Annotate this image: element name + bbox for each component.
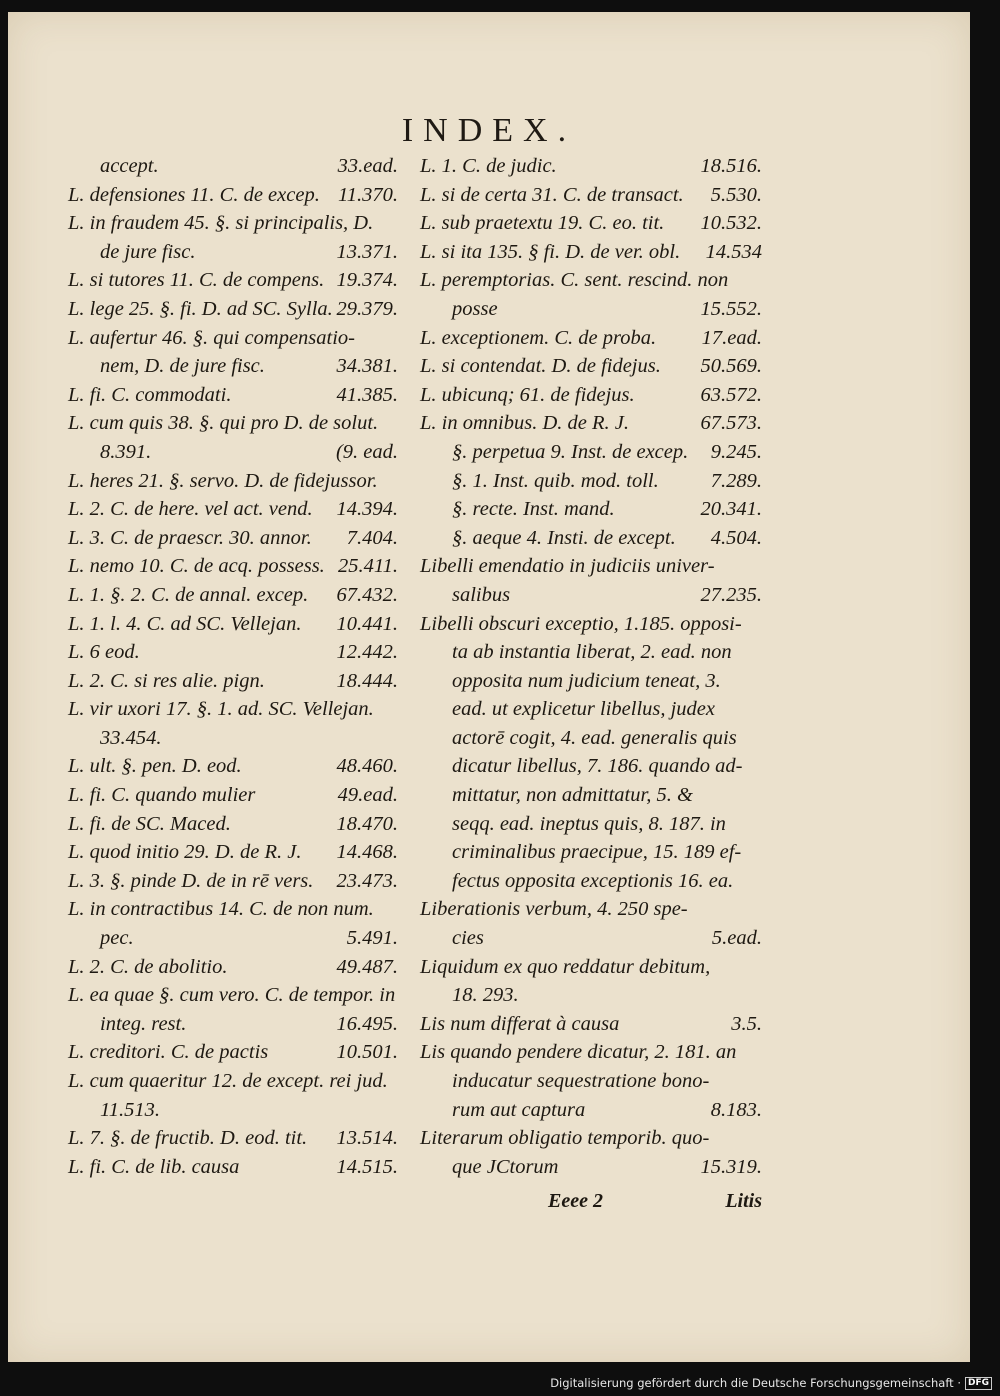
index-entry	[68, 810, 398, 839]
entry-text: L. in contractibus 14. C. de non num.	[68, 898, 374, 921]
index-entry	[420, 524, 762, 553]
entry-text: L. peremptorias. C. sent. rescind. non	[420, 269, 729, 292]
entry-text: 8.391.	[100, 440, 152, 463]
index-entry	[420, 667, 762, 696]
entry-text: L. si tutores 11. C. de compens.	[68, 269, 325, 292]
index-entry	[68, 1124, 398, 1153]
index-entry	[68, 781, 398, 810]
entry-text: §. recte. Inst. mand.	[452, 498, 615, 521]
index-entry	[68, 1010, 398, 1039]
entry-text: Lis num differat à causa	[420, 1012, 620, 1035]
entry-text: L. 3. C. de praescr. 30. annor.	[68, 526, 312, 549]
entry-text: seqq. ead. ineptus quis, 8. 187. in	[452, 812, 726, 835]
entry-text: L. cum quis 38. §. qui pro D. de solut.	[68, 412, 379, 435]
entry-text: L. fi. C. de lib. causa	[68, 1155, 240, 1178]
entry-text: Literarum obligatio temporib. quo-	[420, 1127, 710, 1150]
entry-reference: 17.ead.	[701, 326, 762, 349]
credit-text: Digitalisierung gefördert durch die Deutsche Forschungsgemeinschaft ·	[550, 1376, 961, 1390]
entry-reference: 18.444.	[336, 669, 398, 692]
signature-mark: Eeee 2	[548, 1190, 603, 1212]
entry-reference: 7.289.	[710, 469, 762, 492]
index-entry	[420, 381, 762, 410]
index-entry	[68, 638, 398, 667]
entry-reference: 5.491.	[346, 927, 398, 950]
digitization-credit	[550, 1376, 992, 1390]
index-entry	[420, 438, 762, 467]
index-entry	[68, 467, 398, 496]
entry-text: 11.513.	[100, 1098, 160, 1121]
entry-reference: 18.516.	[700, 155, 762, 177]
page-title: INDEX.	[401, 112, 577, 149]
entry-reference: 10.501.	[336, 1041, 398, 1064]
entry-text: integ. rest.	[100, 1012, 187, 1035]
entry-reference: 8.183.	[710, 1098, 762, 1121]
entry-reference: 13.514.	[336, 1127, 398, 1150]
entry-text: L. si contendat. D. de fidejus.	[420, 355, 661, 378]
entry-reference: 49.ead.	[337, 784, 398, 807]
index-entry	[68, 752, 398, 781]
entry-text: L. creditori. C. de pactis	[68, 1041, 269, 1064]
entry-reference: 11.370.	[338, 183, 398, 206]
index-entry	[68, 695, 398, 724]
entry-reference: 13.371.	[336, 240, 398, 263]
entry-reference: 20.341.	[700, 498, 762, 521]
index-entry	[68, 1067, 398, 1096]
entry-reference: 14.515.	[336, 1155, 398, 1178]
index-entry	[420, 838, 762, 867]
entry-text: L. si ita 135. § fi. D. de ver. obl.	[420, 240, 681, 263]
entry-text: 18. 293.	[452, 984, 519, 1007]
index-entry	[420, 324, 762, 353]
entry-text: L. 1. §. 2. C. de annal. excep.	[68, 583, 309, 606]
entry-reference: 34.381.	[336, 355, 398, 378]
index-entry	[68, 953, 398, 982]
index-entry	[420, 181, 762, 210]
index-entry	[420, 1010, 762, 1039]
index-entry	[420, 1067, 762, 1096]
index-entry	[420, 781, 762, 810]
entry-reference: 19.374.	[336, 269, 398, 292]
index-entry	[420, 467, 762, 496]
index-entry	[68, 610, 398, 639]
entry-reference: 16.495.	[336, 1012, 398, 1035]
entry-text: pec.	[100, 927, 134, 950]
entry-reference: 7.404.	[346, 526, 398, 549]
entry-text: de jure fisc.	[100, 240, 196, 263]
index-entry	[420, 209, 762, 238]
index-entry	[420, 495, 762, 524]
index-entry	[68, 438, 398, 467]
entry-text: Libelli obscuri exceptio, 1.185. opposi-	[420, 612, 742, 635]
entry-reference: 25.411.	[338, 555, 398, 578]
entry-text: L. fi. de SC. Maced.	[68, 812, 231, 835]
entry-text: Liberationis verbum, 4. 250 spe-	[420, 898, 688, 921]
entry-text: L. 1. C. de judic.	[420, 155, 557, 177]
index-entry	[68, 324, 398, 353]
entry-text: L. ubicunq; 61. de fidejus.	[420, 383, 635, 406]
index-entry	[420, 610, 762, 639]
index-entry	[68, 1153, 398, 1182]
entry-text: ead. ut explicetur libellus, judex	[452, 698, 716, 721]
entry-text: L. exceptionem. C. de proba.	[420, 326, 657, 349]
entry-text: L. in omnibus. D. de R. J.	[420, 412, 629, 435]
entry-text: L. ea quae §. cum vero. C. de tempor. in	[68, 984, 396, 1007]
index-entry	[420, 552, 762, 581]
entry-reference: 29.379.	[336, 297, 398, 320]
index-entry	[420, 638, 762, 667]
entry-text: L. fi. C. quando mulier	[68, 784, 256, 807]
index-entry	[420, 724, 762, 753]
entry-text: L. aufertur 46. §. qui compensatio-	[68, 326, 355, 349]
index-entry	[68, 924, 398, 953]
entry-reference: 67.573.	[700, 412, 762, 435]
index-entry	[68, 238, 398, 267]
entry-text: L. vir uxori 17. §. 1. ad. SC. Vellejan.	[68, 698, 374, 721]
entry-text: L. si de certa 31. C. de transact.	[420, 183, 684, 206]
catchword: Litis	[725, 1190, 762, 1212]
index-entry	[68, 409, 398, 438]
index-entry	[68, 266, 398, 295]
entry-reference: 4.504.	[710, 526, 762, 549]
entry-text: L. heres 21. §. servo. D. de fidejussor.	[68, 469, 378, 492]
entry-reference: 27.235.	[700, 583, 762, 606]
entry-reference: 14.468.	[336, 841, 398, 864]
entry-text: que JCtorum	[452, 1155, 559, 1178]
index-entry	[68, 495, 398, 524]
entry-reference: 50.569.	[700, 355, 762, 378]
entry-text: actorē cogit, 4. ead. generalis quis	[452, 726, 737, 749]
index-entry	[68, 295, 398, 324]
entry-text: L. quod initio 29. D. de R. J.	[68, 841, 302, 864]
entry-reference: (9. ead.	[335, 440, 398, 463]
entry-reference: 3.5.	[731, 1012, 762, 1035]
index-entry	[420, 867, 762, 896]
index-entry	[420, 895, 762, 924]
right-column	[420, 152, 762, 1181]
entry-reference: 15.319.	[700, 1155, 762, 1178]
index-entry	[68, 352, 398, 381]
entry-text: nem, D. de jure fisc.	[100, 355, 265, 378]
entry-text: inducatur sequestratione bono-	[452, 1070, 710, 1092]
left-column	[68, 152, 398, 1181]
entry-text: criminalibus praecipue, 15. 189 ef-	[452, 841, 742, 864]
index-entry	[68, 724, 398, 753]
entry-text: Libelli emendatio in judiciis univer-	[420, 555, 715, 578]
entry-reference: 12.442.	[336, 641, 398, 664]
entry-reference: 5.ead.	[711, 927, 762, 950]
entry-text: 33.454.	[100, 726, 162, 749]
entry-text: L. sub praetextu 19. C. eo. tit.	[420, 212, 665, 235]
index-entry	[420, 1038, 762, 1067]
entry-text: L. in fraudem 45. §. si principalis, D.	[68, 212, 374, 235]
entry-text: L. defensiones 11. C. de excep.	[68, 183, 320, 206]
entry-text: opposita num judicium teneat, 3.	[452, 669, 721, 692]
entry-text: mittatur, non admittatur, 5. &	[452, 784, 693, 807]
index-entry	[420, 152, 762, 181]
entry-reference: 48.460.	[336, 755, 398, 778]
entry-reference: 9.245.	[710, 440, 762, 463]
entry-text: L. 1. l. 4. C. ad SC. Vellejan.	[68, 612, 302, 635]
entry-text: accept.	[100, 155, 159, 177]
index-entry	[68, 895, 398, 924]
entry-text: Lis quando pendere dicatur, 2. 181. an	[420, 1041, 737, 1064]
entry-reference: 49.487.	[336, 955, 398, 978]
index-entry	[420, 295, 762, 324]
entry-reference: 18.470.	[336, 812, 398, 835]
entry-text: §. 1. Inst. quib. mod. toll.	[452, 469, 659, 492]
entry-text: L. fi. C. commodati.	[68, 383, 232, 406]
index-entry	[420, 1124, 762, 1153]
entry-text: rum aut captura	[452, 1098, 586, 1121]
index-entry	[68, 867, 398, 896]
entry-text: L. ult. §. pen. D. eod.	[68, 755, 242, 778]
index-entry	[420, 266, 762, 295]
index-entry	[420, 1096, 762, 1125]
index-entry	[420, 953, 762, 982]
entry-reference: 67.432.	[336, 583, 398, 606]
index-entry	[420, 1153, 762, 1182]
entry-reference: 63.572.	[700, 383, 762, 406]
entry-reference: 14.394.	[336, 498, 398, 521]
entry-text: L. 2. C. de here. vel act. vend.	[68, 498, 313, 521]
index-entry	[68, 181, 398, 210]
index-entry	[420, 810, 762, 839]
index-entry	[420, 924, 762, 953]
entry-reference: 14.534	[705, 240, 762, 263]
entry-text: salibus	[452, 583, 511, 606]
entry-text: Liquidum ex quo reddatur debitum,	[420, 955, 711, 978]
index-entry	[420, 238, 762, 267]
index-entry	[68, 667, 398, 696]
entry-reference: 10.441.	[336, 612, 398, 635]
index-entry	[420, 981, 762, 1010]
entry-text: L. 7. §. de fructib. D. eod. tit.	[68, 1127, 308, 1150]
index-entry	[420, 752, 762, 781]
entry-text: posse	[452, 297, 498, 320]
entry-text: L. 3. §. pinde D. de in rē vers.	[68, 869, 314, 892]
entry-reference: 5.530.	[710, 183, 762, 206]
index-entry	[68, 581, 398, 610]
scanned-page	[8, 12, 970, 1362]
index-entry	[68, 524, 398, 553]
entry-reference: 23.473.	[336, 869, 398, 892]
entry-text: L. 2. C. si res alie. pign.	[68, 669, 265, 692]
entry-reference: 15.552.	[700, 297, 762, 320]
index-entry	[420, 581, 762, 610]
entry-text: §. perpetua 9. Inst. de excep.	[452, 440, 689, 463]
entry-text: L. lege 25. §. fi. D. ad SC. Sylla.	[68, 297, 333, 320]
entry-text: fectus opposita exceptionis 16. ea.	[452, 869, 734, 892]
index-entry	[68, 152, 398, 181]
entry-text: §. aeque 4. Insti. de except.	[452, 526, 676, 549]
index-entry	[68, 381, 398, 410]
entry-text: L. 2. C. de abolitio.	[68, 955, 228, 978]
index-entry	[420, 695, 762, 724]
index-entry	[68, 1096, 398, 1125]
entry-reference: 10.532.	[700, 212, 762, 235]
entry-text: L. cum quaeritur 12. de except. rei jud.	[68, 1070, 388, 1092]
index-entry	[68, 981, 398, 1010]
index-entry	[420, 352, 762, 381]
index-entry	[420, 409, 762, 438]
index-entry	[68, 209, 398, 238]
entry-text: cies	[452, 927, 484, 950]
index-entry	[68, 552, 398, 581]
entry-text: L. nemo 10. C. de acq. possess.	[68, 555, 325, 578]
entry-reference: 33.ead.	[337, 155, 398, 177]
entry-text: L. 6 eod.	[68, 641, 140, 664]
entry-reference: 41.385.	[336, 383, 398, 406]
entry-text: ta ab instantia liberat, 2. ead. non	[452, 641, 732, 664]
page-footer	[548, 1190, 762, 1213]
index-entry	[68, 1038, 398, 1067]
index-entry	[68, 838, 398, 867]
dfg-logo: DFG	[965, 1377, 992, 1390]
entry-text: dicatur libellus, 7. 186. quando ad-	[452, 755, 743, 778]
